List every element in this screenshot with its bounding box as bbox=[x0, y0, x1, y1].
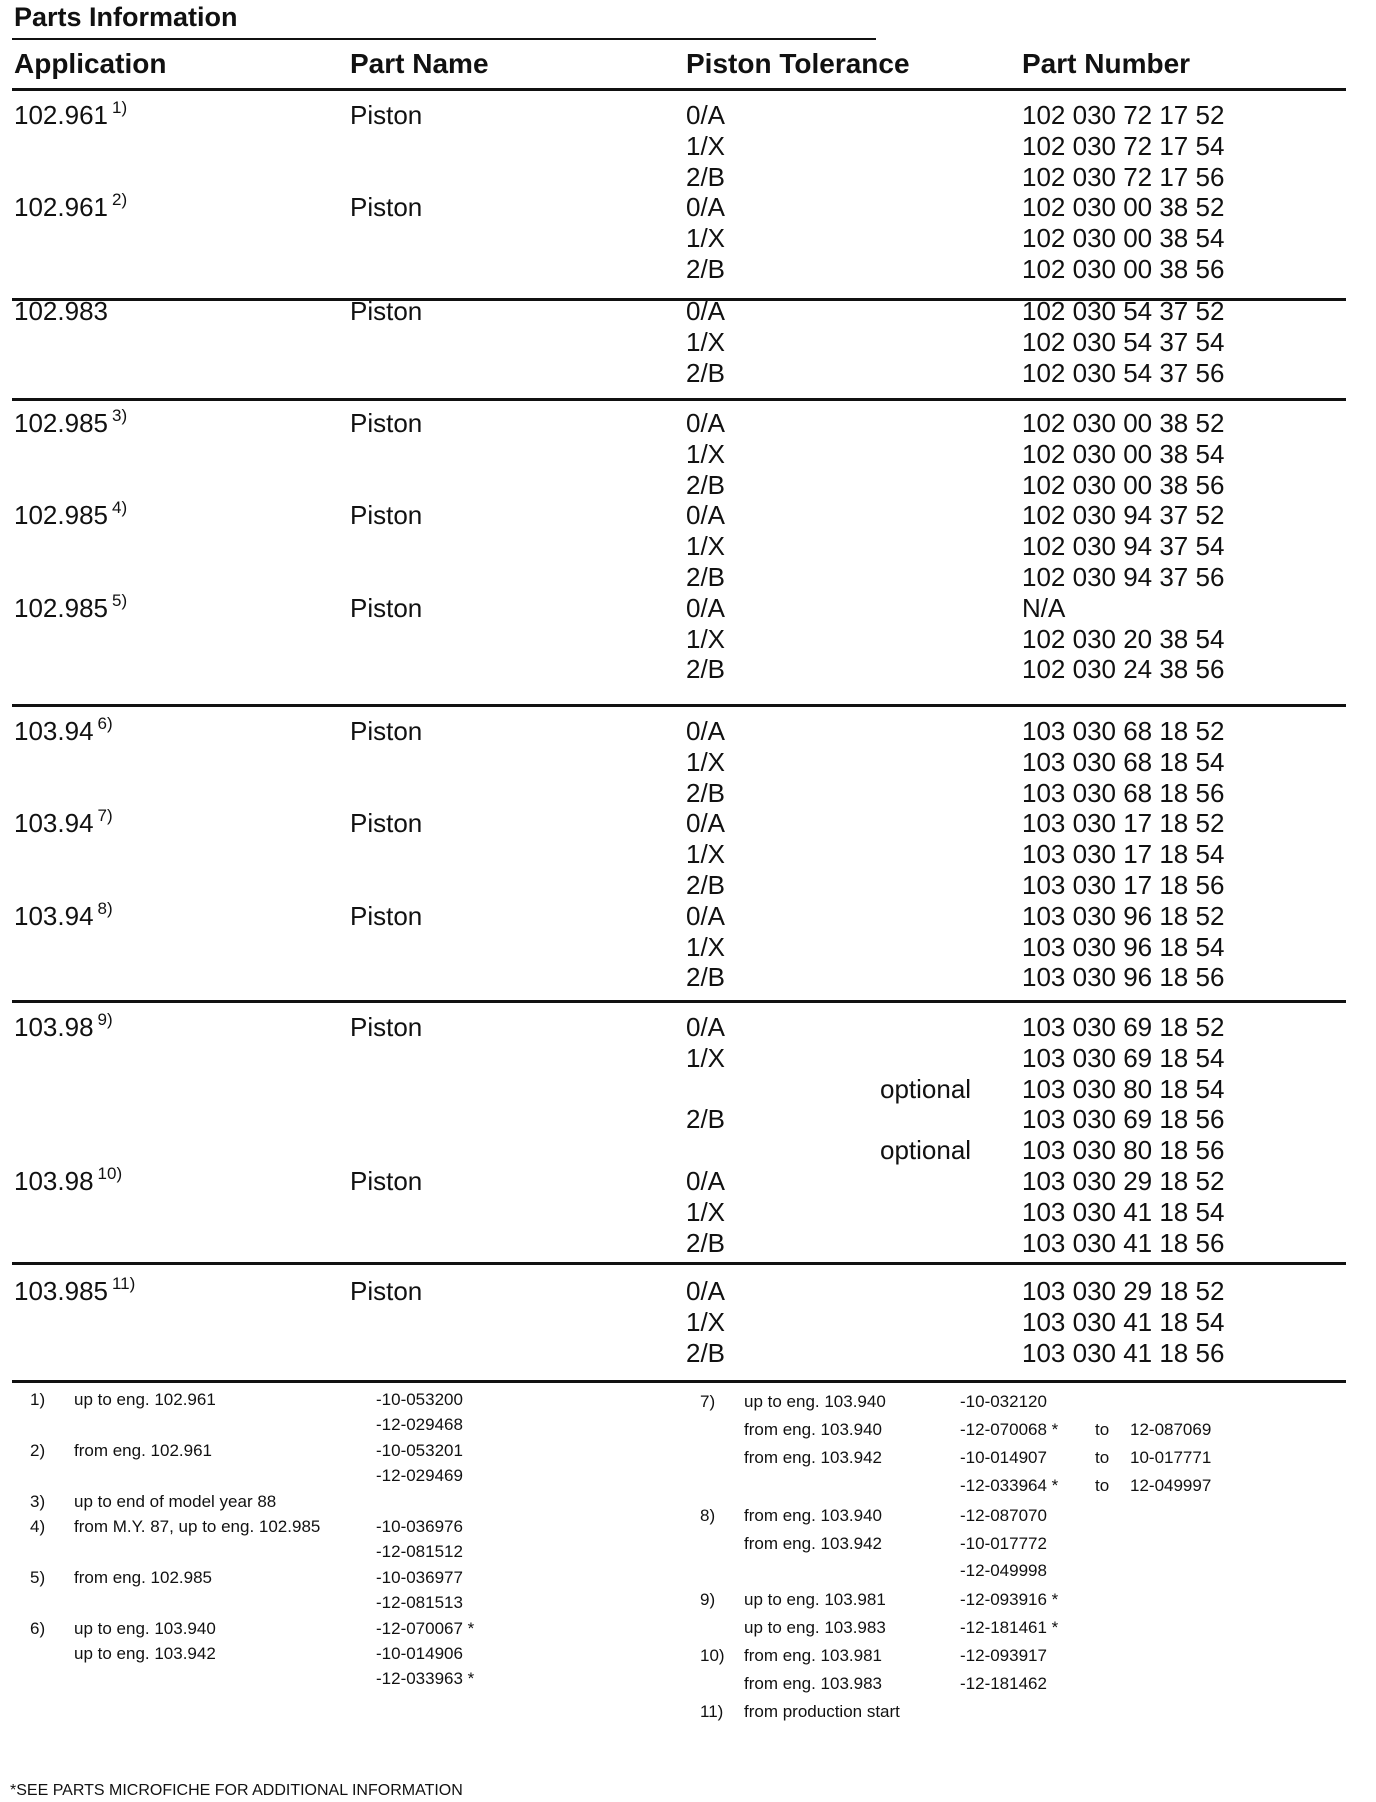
footnote-ref: 2) bbox=[111, 190, 128, 210]
tolerance-cell: 2/B bbox=[686, 1227, 726, 1258]
part-number-cell: 102 030 00 38 52 bbox=[1022, 192, 1225, 223]
tolerance-cell: 0/A bbox=[686, 1166, 726, 1196]
part-number-cell: N/A bbox=[1022, 592, 1066, 623]
footnote-right-n: 11) bbox=[700, 1702, 724, 1721]
footnote-right-t: from eng. 103.940 bbox=[744, 1420, 882, 1439]
header-part-name: Part Name bbox=[350, 48, 489, 79]
part-number-cell: 102 030 00 38 56 bbox=[1022, 469, 1225, 500]
footnote-left-a: -12-070067 * bbox=[376, 1618, 475, 1638]
footnote-right-t: up to eng. 103.983 bbox=[744, 1618, 886, 1637]
application-cell bbox=[14, 408, 127, 439]
footnote-left-a: -10-014906 bbox=[376, 1644, 463, 1663]
footnote-right-n: 8) bbox=[700, 1506, 716, 1525]
application-code: 103.94 bbox=[14, 716, 94, 746]
part-number-cell: 103 030 96 18 54 bbox=[1022, 931, 1225, 962]
tolerance-cell: 2/B bbox=[686, 469, 726, 500]
tolerance-cell: 0/A bbox=[686, 408, 726, 438]
tolerance-cell: 0/A bbox=[686, 500, 726, 531]
footnote-right-a: -12-033964 * bbox=[960, 1476, 1059, 1495]
part-number-cell: 102 030 94 37 54 bbox=[1022, 531, 1225, 562]
footnote-right-t: up to eng. 103.940 bbox=[744, 1392, 886, 1411]
header-rule bbox=[12, 88, 1346, 91]
tolerance-cell: 0/A bbox=[686, 716, 726, 746]
part-number-cell: 103 030 68 18 52 bbox=[1022, 716, 1225, 746]
part-name-cell: Piston bbox=[350, 1276, 423, 1306]
part-number-cell: 102 030 00 38 52 bbox=[1022, 408, 1225, 438]
application-code: 102.985 bbox=[14, 592, 108, 623]
part-name-cell: Piston bbox=[350, 808, 423, 839]
group-rule bbox=[12, 1262, 1346, 1265]
footnote-ref: 1) bbox=[111, 98, 128, 117]
footnote-left-a: -10-036977 bbox=[376, 1567, 463, 1587]
footnote-right-a: -12-093916 * bbox=[960, 1590, 1059, 1609]
application-code: 102.961 bbox=[14, 192, 108, 223]
application-code: 103.94 bbox=[14, 900, 94, 931]
tolerance-cell: 1/X bbox=[686, 531, 726, 562]
part-number-cell: 103 030 80 18 54 bbox=[1022, 1073, 1225, 1104]
tolerance-cell: 2/B bbox=[686, 654, 726, 685]
footnote-ref: 9) bbox=[97, 1010, 113, 1029]
tolerance-cell: 0/A bbox=[686, 1012, 726, 1042]
group-rule bbox=[12, 1380, 1346, 1383]
tolerance-cell: 2/B bbox=[686, 870, 726, 900]
page-title: Parts Information bbox=[14, 2, 238, 32]
footnote-ref: 11) bbox=[111, 1274, 136, 1293]
footnote-right-to: to bbox=[1095, 1448, 1110, 1467]
part-number-cell: 102 030 00 38 54 bbox=[1022, 438, 1225, 469]
part-number-cell: 102 030 00 38 54 bbox=[1022, 223, 1225, 254]
application-code: 103.94 bbox=[14, 808, 94, 839]
part-number-cell: 102 030 94 37 52 bbox=[1022, 500, 1225, 531]
tolerance-cell: 1/X bbox=[686, 438, 726, 469]
footnote-left-a: -12-033963 * bbox=[376, 1669, 475, 1689]
part-number-cell: 102 030 72 17 56 bbox=[1022, 161, 1225, 192]
part-name-cell: Piston bbox=[350, 100, 423, 130]
part-name-cell: Piston bbox=[350, 296, 423, 326]
footnote-ref: 6) bbox=[97, 714, 113, 733]
application-cell bbox=[14, 716, 113, 747]
part-name-cell: Piston bbox=[350, 1166, 423, 1196]
group-rule bbox=[12, 704, 1346, 707]
footnote-right-t: from production start bbox=[744, 1702, 900, 1721]
footnote-right-t: from eng. 103.983 bbox=[744, 1674, 882, 1693]
footnote-left-a: -12-081513 bbox=[376, 1593, 463, 1613]
part-number-cell: 102 030 54 37 52 bbox=[1022, 296, 1225, 326]
footnote-left-t: from eng. 102.985 bbox=[74, 1567, 212, 1587]
tolerance-cell: 0/A bbox=[686, 1276, 726, 1306]
tolerance-cell: 2/B bbox=[686, 962, 726, 993]
footnote-right-a: -10-017772 bbox=[960, 1534, 1047, 1553]
tolerance-cell: 0/A bbox=[686, 808, 726, 839]
footnote-left-a: -12-081512 bbox=[376, 1542, 463, 1562]
optional-label: optional bbox=[880, 1073, 972, 1104]
part-number-cell: 103 030 80 18 56 bbox=[1022, 1135, 1225, 1166]
tolerance-cell: 1/X bbox=[686, 1196, 726, 1227]
tolerance-cell: 2/B bbox=[686, 357, 726, 388]
footnote-left-t: up to eng. 103.940 bbox=[74, 1618, 216, 1638]
part-name-cell: Piston bbox=[350, 900, 423, 931]
part-number-cell: 103 030 17 18 52 bbox=[1022, 808, 1225, 839]
footnote-left-n: 3) bbox=[30, 1491, 46, 1511]
footnote-right-n: 9) bbox=[700, 1590, 716, 1609]
footnote-left-a: -10-036976 bbox=[376, 1517, 463, 1536]
part-number-cell: 103 030 96 18 52 bbox=[1022, 900, 1225, 931]
application-cell bbox=[14, 1166, 122, 1197]
part-number-cell: 103 030 17 18 54 bbox=[1022, 839, 1225, 870]
footnote-left-n: 4) bbox=[30, 1517, 46, 1536]
part-number-cell: 102 030 54 37 54 bbox=[1022, 326, 1225, 357]
footnote-left-t: up to eng. 103.942 bbox=[74, 1644, 216, 1663]
group-rule bbox=[12, 398, 1346, 401]
footnote-right-to: to bbox=[1095, 1476, 1110, 1495]
bottom-note: *SEE PARTS MICROFICHE FOR ADDITIONAL INFORMATION bbox=[10, 1782, 463, 1799]
tolerance-cell: 2/B bbox=[686, 161, 726, 192]
footnote-left-a: -10-053200 bbox=[376, 1390, 463, 1409]
application-code: 103.985 bbox=[14, 1276, 108, 1306]
part-number-cell: 102 030 00 38 56 bbox=[1022, 254, 1225, 284]
tolerance-cell: 1/X bbox=[686, 931, 726, 962]
footnote-right-a: -12-181462 bbox=[960, 1674, 1047, 1693]
part-name-cell: Piston bbox=[350, 408, 423, 438]
part-name-cell: Piston bbox=[350, 500, 423, 531]
application-cell bbox=[14, 296, 108, 327]
footnote-ref: 8) bbox=[97, 898, 113, 918]
tolerance-cell: 0/A bbox=[686, 296, 726, 326]
application-cell bbox=[14, 100, 127, 131]
footnote-right-to: to bbox=[1095, 1420, 1110, 1439]
application-cell bbox=[14, 808, 113, 839]
footnote-right-b: 12-049997 bbox=[1130, 1476, 1212, 1495]
footnote-ref: 10) bbox=[97, 1164, 123, 1183]
application-code: 102.985 bbox=[14, 408, 108, 438]
footnote-left-t: up to eng. 102.961 bbox=[74, 1390, 216, 1409]
part-name-cell: Piston bbox=[350, 192, 423, 223]
footnote-right-n: 7) bbox=[700, 1392, 716, 1411]
part-name-cell: Piston bbox=[350, 592, 423, 623]
part-number-cell: 102 030 72 17 54 bbox=[1022, 130, 1225, 161]
part-number-cell: 103 030 41 18 56 bbox=[1022, 1337, 1225, 1368]
header-piston-tolerance: Piston Tolerance bbox=[686, 48, 910, 79]
footnote-right-t: up to eng. 103.981 bbox=[744, 1590, 886, 1609]
part-number-cell: 103 030 41 18 54 bbox=[1022, 1306, 1225, 1337]
tolerance-cell: 2/B bbox=[686, 254, 726, 284]
footnote-right-a: -12-093917 bbox=[960, 1646, 1047, 1665]
footnote-left-t: up to end of model year 88 bbox=[74, 1491, 277, 1511]
application-cell bbox=[14, 1012, 113, 1043]
footnote-right-a: -12-049998 bbox=[960, 1561, 1047, 1580]
part-name-cell: Piston bbox=[350, 1012, 423, 1042]
tolerance-cell: 2/B bbox=[686, 1104, 726, 1135]
part-number-cell: 103 030 41 18 54 bbox=[1022, 1196, 1225, 1227]
tolerance-cell: 1/X bbox=[686, 326, 726, 357]
application-code: 102.983 bbox=[14, 296, 108, 326]
optional-label: optional bbox=[880, 1135, 972, 1166]
footnote-right-t: from eng. 103.942 bbox=[744, 1534, 882, 1553]
application-cell bbox=[14, 898, 113, 932]
footnote-right-t: from eng. 103.942 bbox=[744, 1448, 882, 1467]
tolerance-cell: 1/X bbox=[686, 839, 726, 870]
application-cell bbox=[14, 590, 128, 624]
tolerance-cell: 0/A bbox=[686, 192, 726, 223]
application-code: 103.98 bbox=[14, 1166, 94, 1196]
part-number-cell: 103 030 69 18 56 bbox=[1022, 1104, 1225, 1135]
part-name-cell: Piston bbox=[350, 716, 423, 746]
part-number-cell: 102 030 72 17 52 bbox=[1022, 100, 1225, 130]
tolerance-cell: 0/A bbox=[686, 900, 726, 931]
part-number-cell: 103 030 29 18 52 bbox=[1022, 1166, 1225, 1196]
part-number-cell: 103 030 68 18 54 bbox=[1022, 746, 1225, 777]
footnote-left-n: 6) bbox=[30, 1618, 46, 1638]
part-number-cell: 103 030 96 18 56 bbox=[1022, 962, 1225, 993]
part-number-cell: 102 030 24 38 56 bbox=[1022, 654, 1225, 685]
tolerance-cell: 1/X bbox=[686, 130, 726, 161]
part-number-cell: 102 030 94 37 56 bbox=[1022, 562, 1225, 592]
part-number-cell: 103 030 29 18 52 bbox=[1022, 1276, 1225, 1306]
title-rule bbox=[12, 38, 876, 40]
tolerance-cell: 2/B bbox=[686, 562, 726, 592]
footnote-right-b: 12-087069 bbox=[1130, 1420, 1212, 1439]
part-number-cell: 102 030 54 37 56 bbox=[1022, 357, 1225, 388]
header-part-number: Part Number bbox=[1022, 48, 1191, 79]
footnote-left-n: 1) bbox=[30, 1390, 46, 1409]
footnote-ref: 4) bbox=[111, 498, 128, 518]
footnote-left-t: from eng. 102.961 bbox=[74, 1440, 212, 1460]
part-number-cell: 102 030 20 38 54 bbox=[1022, 623, 1225, 654]
part-number-cell: 103 030 41 18 56 bbox=[1022, 1227, 1225, 1258]
footnote-right-a: -12-070068 * bbox=[960, 1420, 1059, 1439]
tolerance-cell: 0/A bbox=[686, 592, 726, 623]
footnote-right-b: 10-017771 bbox=[1130, 1448, 1212, 1467]
tolerance-cell: 1/X bbox=[686, 223, 726, 254]
tolerance-cell: 1/X bbox=[686, 623, 726, 654]
footnote-left-a: -12-029469 bbox=[376, 1466, 463, 1486]
footnote-right-t: from eng. 103.940 bbox=[744, 1506, 882, 1525]
tolerance-cell: 1/X bbox=[686, 1042, 726, 1073]
part-number-cell: 103 030 69 18 52 bbox=[1022, 1012, 1225, 1042]
application-code: 102.961 bbox=[14, 100, 108, 130]
footnote-right-n: 10) bbox=[700, 1646, 725, 1665]
part-number-cell: 103 030 68 18 56 bbox=[1022, 777, 1225, 808]
group-rule bbox=[12, 1000, 1346, 1003]
footnote-ref: 3) bbox=[111, 406, 128, 425]
tolerance-cell: 0/A bbox=[686, 100, 726, 130]
tolerance-cell: 2/B bbox=[686, 1337, 726, 1368]
footnote-right-t: from eng. 103.981 bbox=[744, 1646, 882, 1665]
footnote-right-a: -12-087070 bbox=[960, 1506, 1047, 1525]
footnote-ref: 5) bbox=[111, 590, 128, 610]
footnote-ref: 7) bbox=[97, 806, 113, 826]
footnote-left-a: -10-053201 bbox=[376, 1440, 463, 1460]
tolerance-cell: 1/X bbox=[686, 1306, 726, 1337]
footnote-left-t: from M.Y. 87, up to eng. 102.985 bbox=[74, 1517, 321, 1536]
tolerance-cell: 1/X bbox=[686, 746, 726, 777]
application-cell bbox=[14, 192, 127, 223]
part-number-cell: 103 030 69 18 54 bbox=[1022, 1042, 1225, 1073]
footnote-left-n: 2) bbox=[30, 1440, 46, 1460]
footnote-right-a: -10-032120 bbox=[960, 1392, 1047, 1411]
header-application: Application bbox=[14, 48, 167, 79]
tolerance-cell: 2/B bbox=[686, 777, 726, 808]
footnote-left-n: 5) bbox=[30, 1567, 46, 1587]
footnote-right-a: -10-014907 bbox=[960, 1448, 1047, 1467]
application-cell bbox=[14, 1276, 135, 1307]
part-number-cell: 103 030 17 18 56 bbox=[1022, 870, 1225, 900]
application-cell bbox=[14, 500, 127, 531]
footnote-right-a: -12-181461 * bbox=[960, 1618, 1059, 1637]
application-code: 102.985 bbox=[14, 500, 108, 531]
footnote-left-a: -12-029468 bbox=[376, 1415, 463, 1435]
application-code: 103.98 bbox=[14, 1012, 94, 1042]
